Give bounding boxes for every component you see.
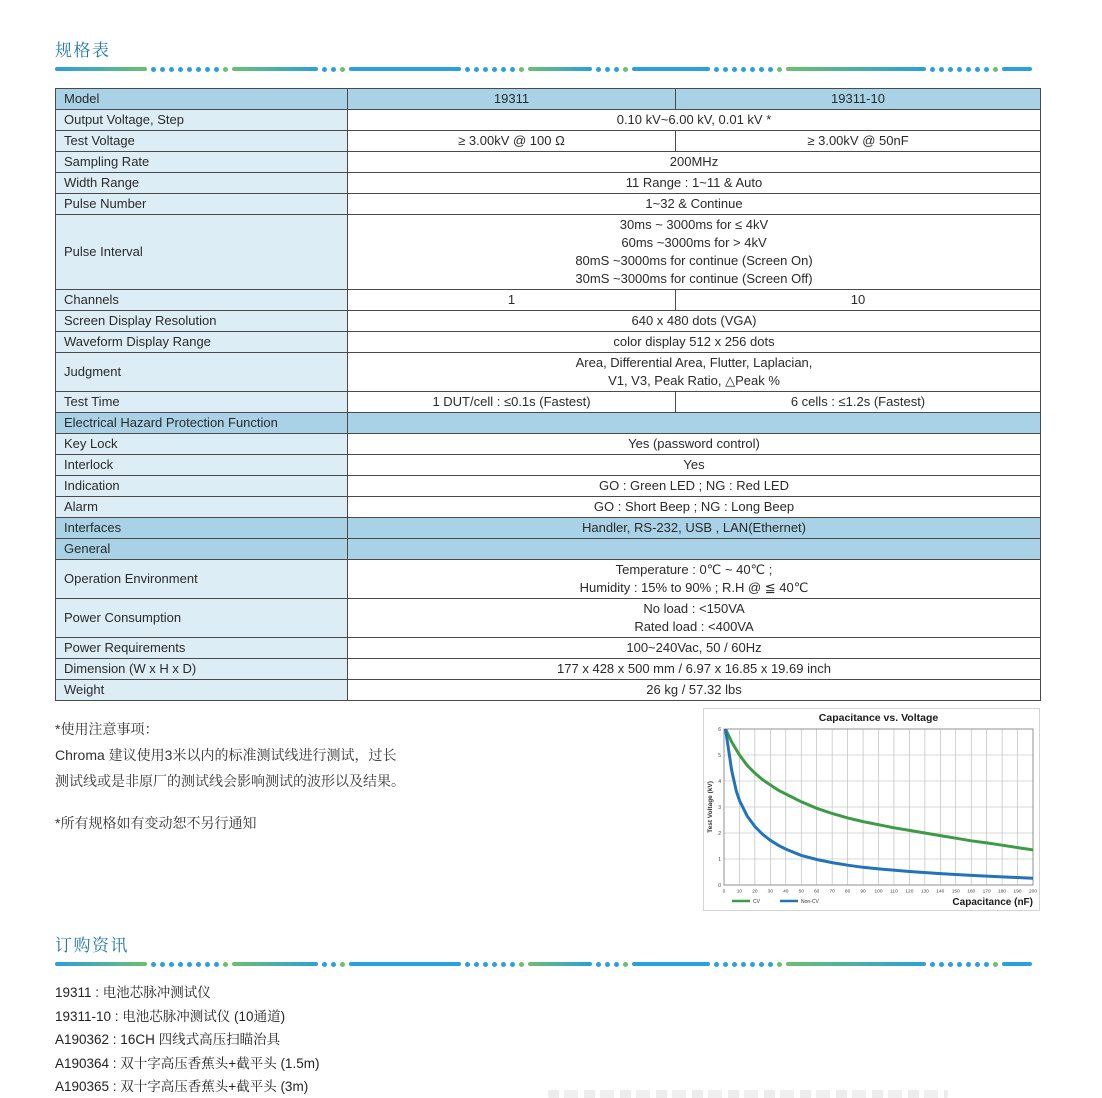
divider-dot [187, 962, 192, 967]
divider-dot [966, 962, 971, 967]
spec-row-label: Channels [56, 290, 348, 311]
usage-note-line: Chroma 建议使用3米以内的标准测试线进行测试，过长 [55, 747, 397, 763]
divider-dot [223, 962, 228, 967]
divider-dot [623, 962, 628, 967]
divider-dot [340, 962, 345, 967]
divider-dot [623, 67, 628, 72]
spec-row-label: Model [56, 89, 348, 110]
x-tick-label: 10 [736, 889, 743, 895]
spec-section-title: 规格表 [55, 41, 111, 60]
divider-dot [196, 67, 201, 72]
usage-note-line: 测试线或是非原厂的测试线会影响测试的波形以及结果。 [55, 773, 405, 789]
divider-dot [984, 962, 989, 967]
x-tick-label: 160 [967, 889, 976, 895]
spec-row [56, 392, 1041, 413]
spec-row [56, 173, 1041, 194]
divider-dot [492, 67, 497, 72]
ordering-item: A190362 : 16CH 四线式高压扫瞄治具 [55, 1032, 281, 1047]
spec-value: ≥ 3.00kV @ 50nF [676, 131, 1041, 152]
divider-dot [605, 962, 610, 967]
x-tick-label: 30 [767, 889, 774, 895]
divider-dot [939, 67, 944, 72]
spec-section-fill [348, 413, 1041, 434]
divider-dot [169, 962, 174, 967]
x-tick-label: 190 [1013, 889, 1022, 895]
divider-dot [340, 67, 345, 72]
divider-dot [474, 962, 479, 967]
divider-dot [714, 962, 719, 967]
divider-line-segment [632, 962, 710, 966]
spec-row [56, 413, 1041, 434]
x-tick-label: 40 [783, 889, 789, 895]
divider-line-segment [232, 67, 318, 71]
spec-value: 640 x 480 dots (VGA) [348, 311, 1041, 332]
spec-value: 6 cells : ≤1.2s (Fastest) [676, 392, 1041, 413]
spec-row [56, 476, 1041, 497]
divider-dot [741, 962, 746, 967]
spec-row-label: Test Time [56, 392, 348, 413]
divider-dot [975, 962, 980, 967]
x-tick-label: 140 [936, 889, 945, 895]
divider-line-segment [55, 962, 147, 966]
y-axis-label: Test Voltage (kV) [707, 781, 714, 833]
divider-dot [178, 962, 183, 967]
spec-row [56, 560, 1041, 599]
spec-row-label: Test Voltage [56, 131, 348, 152]
spec-value: 1 [348, 290, 676, 311]
divider-dot [322, 67, 327, 72]
spec-row-label: Judgment [56, 353, 348, 392]
divider-dot [205, 962, 210, 967]
divider-dot [519, 962, 524, 967]
spec-row-label: Waveform Display Range [56, 332, 348, 353]
divider-dot [723, 962, 728, 967]
x-tick-label: 0 [722, 889, 726, 895]
spec-row-label: Indication [56, 476, 348, 497]
spec-row-label: Dimension (W x H x D) [56, 659, 348, 680]
divider-dot [966, 67, 971, 72]
divider-dot [465, 67, 470, 72]
divider-dot [223, 67, 228, 72]
spec-row [56, 131, 1041, 152]
divider-line-segment [1002, 67, 1032, 71]
spec-row-label: Pulse Number [56, 194, 348, 215]
x-tick-label: 100 [874, 889, 883, 895]
y-tick-label: 2 [718, 830, 721, 837]
divider-dot [975, 67, 980, 72]
spec-row [56, 152, 1041, 173]
divider-dot [605, 67, 610, 72]
ordering-item: 19311-10 : 电池芯脉冲测试仪 (10通道) [55, 1008, 286, 1024]
divider-line-segment [1002, 962, 1032, 966]
divider-dot [169, 67, 174, 72]
divider-dot [984, 67, 989, 72]
divider-dot [510, 962, 515, 967]
spec-value: 1 DUT/cell : ≤0.1s (Fastest) [348, 392, 676, 413]
spec-row-label: Weight [56, 680, 348, 701]
spec-row-label: Width Range [56, 173, 348, 194]
spec-row [56, 518, 1041, 539]
section-divider [55, 961, 1040, 967]
x-tick-label: 120 [905, 889, 914, 895]
spec-row-label: Power Requirements [56, 638, 348, 659]
divider-dot [768, 67, 773, 72]
divider-dot [614, 962, 619, 967]
usage-note-line: *使用注意事项： [55, 721, 159, 737]
spec-value: ≥ 3.00kV @ 100 Ω [348, 131, 676, 152]
spec-value: GO : Green LED ; NG : Red LED [348, 476, 1041, 497]
spec-row-label: Key Lock [56, 434, 348, 455]
divider-dot [939, 962, 944, 967]
divider-dot [759, 962, 764, 967]
spec-row [56, 497, 1041, 518]
spec-value: 0.10 kV~6.00 kV, 0.01 kV * [348, 110, 1041, 131]
spec-row [56, 539, 1041, 560]
divider-dot [614, 67, 619, 72]
divider-dot [483, 67, 488, 72]
spec-value: 30ms ~ 3000ms for ≤ 4kV 60ms ~3000ms for > 4kV 80mS ~3000ms for continue (Screen On) 30mS ~3000ms for continue (Screen Off) [348, 215, 1041, 290]
divider-dot [322, 962, 327, 967]
x-tick-label: 20 [752, 889, 758, 895]
legend-label: CV [753, 899, 760, 905]
ordering-list [55, 981, 319, 1098]
capacitance-voltage-chart [703, 708, 1040, 911]
divider-dot [993, 962, 998, 967]
spec-value: 19311 [348, 89, 676, 110]
spec-section-fill [348, 539, 1041, 560]
divider-dot [750, 962, 755, 967]
spec-value: Yes [348, 455, 1041, 476]
divider-dot [596, 67, 601, 72]
spec-value: Temperature : 0℃ ~ 40℃ ; Humidity : 15% to 90% ; R.H @ ≦ 40℃ [348, 560, 1041, 599]
spec-row [56, 659, 1041, 680]
chart-title: Capacitance vs. Voltage [818, 712, 939, 724]
divider-line-segment [528, 67, 592, 71]
divider-dot [957, 67, 962, 72]
ordering-item: 19311 : 电池芯脉冲测试仪 [55, 985, 211, 1000]
spec-row [56, 434, 1041, 455]
divider-dot [214, 962, 219, 967]
divider-dot [759, 67, 764, 72]
divider-dot [777, 67, 782, 72]
y-tick-label: 0 [718, 882, 721, 889]
divider-dot [187, 67, 192, 72]
spec-row [56, 215, 1041, 290]
spec-value: 11 Range : 1~11 & Auto [348, 173, 1041, 194]
spec-row [56, 353, 1041, 392]
x-tick-label: 130 [920, 889, 929, 895]
divider-dot [160, 962, 165, 967]
divider-dot [331, 962, 336, 967]
divider-dot [741, 67, 746, 72]
x-tick-label: 170 [982, 889, 991, 895]
divider-dot [160, 67, 165, 72]
x-tick-label: 70 [829, 889, 835, 895]
spec-table [55, 88, 1041, 701]
spec-row-label: General [56, 539, 348, 560]
spec-row [56, 290, 1041, 311]
y-tick-label: 5 [718, 752, 721, 759]
divider-dot [777, 962, 782, 967]
x-tick-label: 80 [844, 889, 851, 895]
spec-value: 19311-10 [676, 89, 1041, 110]
divider-line-segment [632, 67, 710, 71]
spec-row-label: Sampling Rate [56, 152, 348, 173]
spec-value: 26 kg / 57.32 lbs [348, 680, 1041, 701]
usage-notes [55, 716, 495, 794]
cropped-text-strip [548, 1090, 948, 1098]
y-tick-label: 4 [718, 778, 721, 785]
divider-dot [501, 67, 506, 72]
spec-value: color display 512 x 256 dots [348, 332, 1041, 353]
x-tick-label: 150 [951, 889, 960, 895]
divider-dot [732, 962, 737, 967]
spec-row-label: Power Consumption [56, 599, 348, 638]
divider-dot [465, 962, 470, 967]
divider-dot [474, 67, 479, 72]
x-axis-label: Capacitance (nF) [952, 897, 1033, 908]
legend-label: Non-CV [801, 899, 819, 905]
divider-dot [993, 67, 998, 72]
spec-row-label: Interlock [56, 455, 348, 476]
spec-row-label: Interfaces [56, 518, 348, 539]
divider-dot [714, 67, 719, 72]
divider-dot [948, 962, 953, 967]
spec-row-label: Operation Environment [56, 560, 348, 599]
divider-dot [214, 67, 219, 72]
divider-line-segment [349, 67, 461, 71]
spec-row [56, 311, 1041, 332]
divider-dot [948, 67, 953, 72]
divider-line-segment [232, 962, 318, 966]
divider-dot [957, 962, 962, 967]
spec-row [56, 680, 1041, 701]
divider-dot [501, 962, 506, 967]
x-tick-label: 50 [798, 889, 804, 895]
divider-dot [205, 67, 210, 72]
spec-row [56, 638, 1041, 659]
divider-dot [196, 962, 201, 967]
x-tick-label: 200 [1028, 889, 1038, 895]
x-tick-label: 110 [890, 889, 898, 895]
x-tick-label: 90 [860, 889, 866, 895]
spec-row-label: Output Voltage, Step [56, 110, 348, 131]
y-tick-label: 6 [718, 726, 721, 733]
divider-dot [732, 67, 737, 72]
spec-value: Yes (password control) [348, 434, 1041, 455]
spec-row-label: Screen Display Resolution [56, 311, 348, 332]
divider-dot [768, 962, 773, 967]
spec-row [56, 89, 1041, 110]
spec-row [56, 332, 1041, 353]
spec-value: 100~240Vac, 50 / 60Hz [348, 638, 1041, 659]
divider-line-segment [349, 962, 461, 966]
spec-value: Handler, RS-232, USB , LAN(Ethernet) [348, 518, 1041, 539]
spec-value: Area, Differential Area, Flutter, Laplacian, V1, V3, Peak Ratio, △Peak % [348, 353, 1041, 392]
divider-dot [178, 67, 183, 72]
divider-dot [930, 67, 935, 72]
divider-dot [151, 67, 156, 72]
divider-dot [519, 67, 524, 72]
spec-value: 1~32 & Continue [348, 194, 1041, 215]
spec-change-note: *所有规格如有变动恕不另行通知 [55, 815, 257, 831]
x-tick-label: 180 [998, 889, 1007, 895]
spec-row-label: Alarm [56, 497, 348, 518]
x-tick-label: 60 [814, 889, 820, 895]
section-divider [55, 66, 1040, 72]
ordering-section-title: 订购资讯 [55, 936, 129, 955]
divider-dot [483, 962, 488, 967]
spec-row [56, 110, 1041, 131]
spec-row-label: Electrical Hazard Protection Function [56, 413, 348, 434]
divider-line-segment [786, 962, 926, 966]
spec-value: GO : Short Beep ; NG : Long Beep [348, 497, 1041, 518]
ordering-item: A190364 : 双十字高压香蕉头+截平头 (1.5m) [55, 1055, 320, 1071]
divider-dot [151, 962, 156, 967]
ordering-item: A190365 : 双十字高压香蕉头+截平头 (3m) [55, 1079, 309, 1094]
divider-dot [723, 67, 728, 72]
spec-value: No load : <150VA Rated load : <400VA [348, 599, 1041, 638]
divider-line-segment [55, 67, 147, 71]
divider-dot [492, 962, 497, 967]
spec-row-label: Pulse Interval [56, 215, 348, 290]
divider-dot [331, 67, 336, 72]
y-tick-label: 1 [718, 856, 721, 863]
divider-dot [750, 67, 755, 72]
spec-row [56, 599, 1041, 638]
spec-row [56, 455, 1041, 476]
divider-dot [930, 962, 935, 967]
y-tick-label: 3 [718, 804, 721, 811]
divider-dot [596, 962, 601, 967]
spec-value: 10 [676, 290, 1041, 311]
divider-dot [510, 67, 515, 72]
spec-value: 177 x 428 x 500 mm / 6.97 x 16.85 x 19.69 inch [348, 659, 1041, 680]
spec-value: 200MHz [348, 152, 1041, 173]
spec-row [56, 194, 1041, 215]
divider-line-segment [528, 962, 592, 966]
divider-line-segment [786, 67, 926, 71]
